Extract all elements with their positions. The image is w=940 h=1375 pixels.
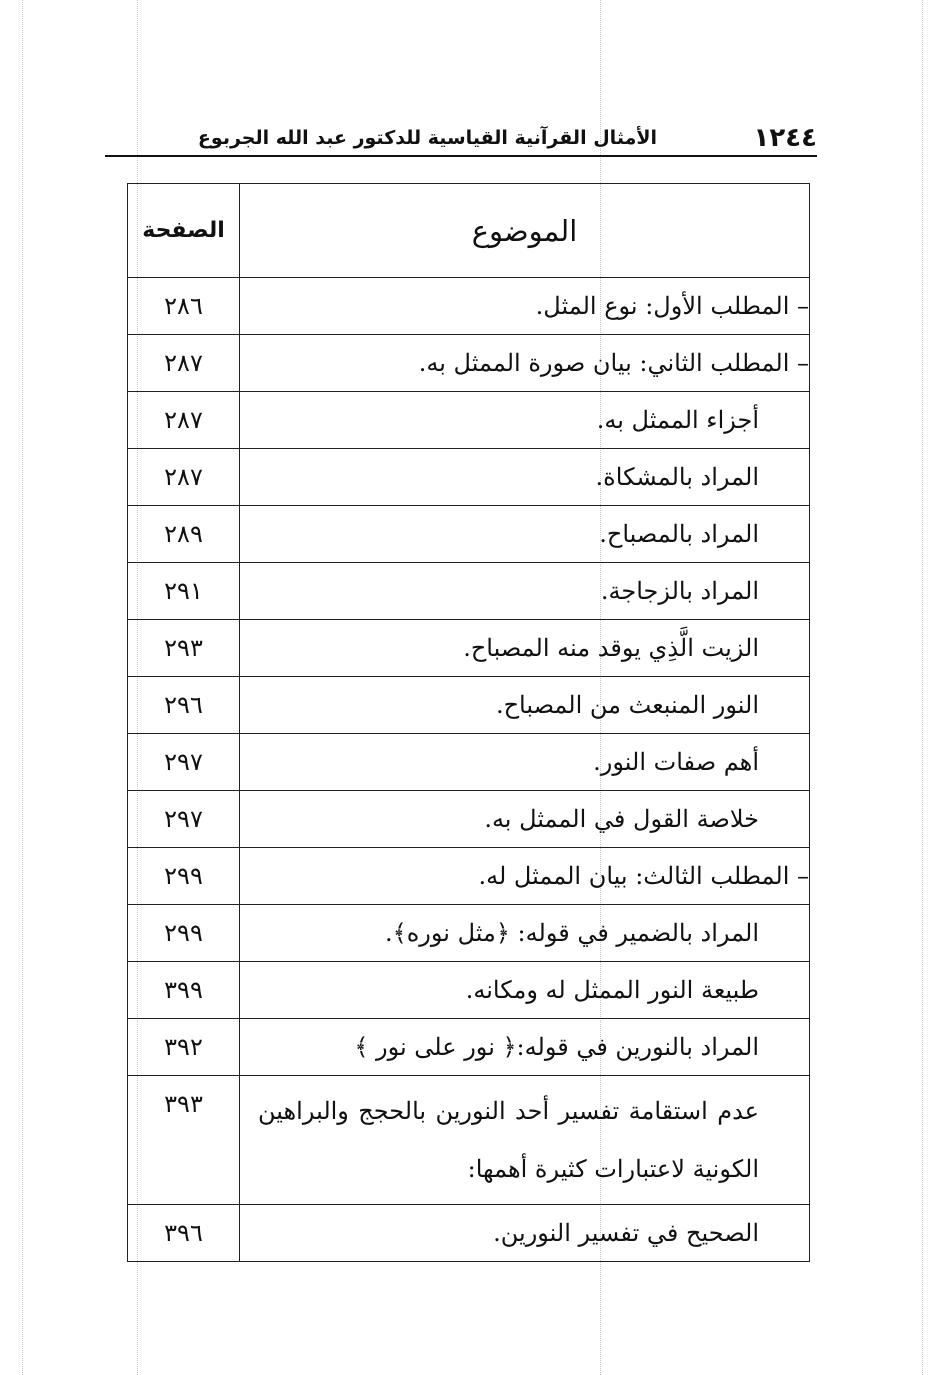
- table-header-row: [128, 184, 810, 278]
- page-cell: ٢٩٧: [128, 791, 240, 848]
- topic-cell: – المطلب الثاني: بيان صورة الممثل به.: [240, 335, 810, 392]
- page-cell: ٢٩٧: [128, 734, 240, 791]
- topic-cell: المراد بالزجاجة.: [240, 563, 810, 620]
- page-cell: ٣٩٦: [128, 1205, 240, 1262]
- table-row: [128, 1076, 810, 1205]
- table-row: [128, 620, 810, 677]
- table-of-contents: [127, 183, 810, 1262]
- column-header-topic: الموضوع: [240, 184, 810, 278]
- page-cell: ٢٨٧: [128, 449, 240, 506]
- topic-cell: أجزاء الممثل به.: [240, 392, 810, 449]
- topic-cell: طبيعة النور الممثل له ومكانه.: [240, 962, 810, 1019]
- scan-guide-line: [922, 0, 923, 1375]
- table-row: [128, 278, 810, 335]
- table-row: [128, 1019, 810, 1076]
- page-cell: ٢٩٩: [128, 848, 240, 905]
- topic-cell: المراد بالنورين في قوله:﴿ نور على نور ﴾: [240, 1019, 810, 1076]
- page-cell: ٢٨٧: [128, 392, 240, 449]
- page-cell: ٢٩٣: [128, 620, 240, 677]
- table-row: [128, 734, 810, 791]
- table-row: [128, 335, 810, 392]
- topic-cell: المراد بالضمير في قوله: ﴿مثل نوره﴾.: [240, 905, 810, 962]
- page-cell: ٢٨٦: [128, 278, 240, 335]
- table-row: [128, 962, 810, 1019]
- topic-cell: – المطلب الثالث: بيان الممثل له.: [240, 848, 810, 905]
- scan-guide-line: [22, 0, 23, 1375]
- topic-cell: النور المنبعث من المصباح.: [240, 677, 810, 734]
- page-cell: ٢٩٩: [128, 905, 240, 962]
- table-row: [128, 791, 810, 848]
- topic-cell: الصحيح في تفسير النورين.: [240, 1205, 810, 1262]
- table-row: [128, 392, 810, 449]
- table-row: [128, 506, 810, 563]
- topic-cell: المراد بالمصباح.: [240, 506, 810, 563]
- topic-cell: – المطلب الأول: نوع المثل.: [240, 278, 810, 335]
- column-header-page: الصفحة: [128, 184, 240, 278]
- topic-cell: الزيت الَّذِي يوقد منه المصباح.: [240, 620, 810, 677]
- page-cell: ٢٩١: [128, 563, 240, 620]
- topic-cell: عدم استقامة تفسير أحد النورين بالحجج والبراهين الكونية لاعتبارات كثيرة أهمها:: [240, 1076, 810, 1205]
- page-cell: ٣٩٢: [128, 1019, 240, 1076]
- page-cell: ٢٩٦: [128, 677, 240, 734]
- table-row: [128, 1205, 810, 1262]
- table-row: [128, 848, 810, 905]
- topic-cell: المراد بالمشكاة.: [240, 449, 810, 506]
- book-title: الأمثال القرآنية القياسية للدكتور عبد الله الجربوع: [197, 127, 657, 149]
- topic-cell: أهم صفات النور.: [240, 734, 810, 791]
- table-row: [128, 449, 810, 506]
- table-row: [128, 677, 810, 734]
- page-cell: ٢٨٧: [128, 335, 240, 392]
- table-row: [128, 563, 810, 620]
- topic-cell: خلاصة القول في الممثل به.: [240, 791, 810, 848]
- page-cell: ٣٩٣: [128, 1076, 240, 1205]
- page-cell: ٣٩٩: [128, 962, 240, 1019]
- running-header: [105, 115, 817, 157]
- page-number: ١٢٤٤: [753, 123, 817, 153]
- page-cell: ٢٨٩: [128, 506, 240, 563]
- table-row: [128, 905, 810, 962]
